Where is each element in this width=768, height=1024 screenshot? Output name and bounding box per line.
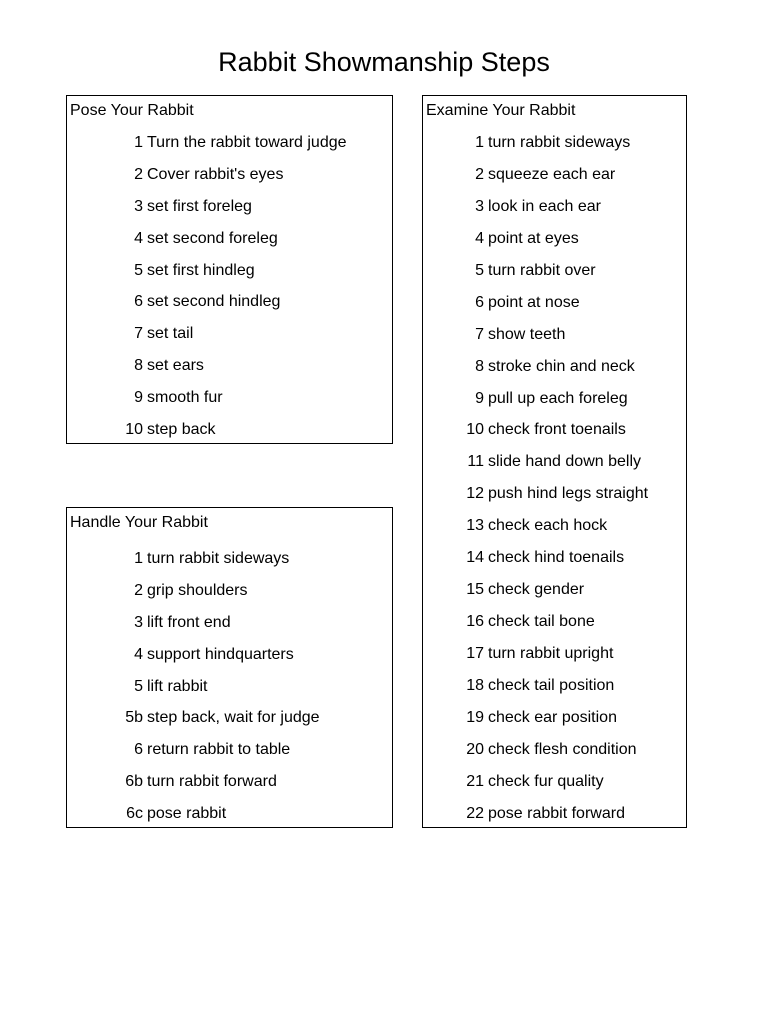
step-number: 18 xyxy=(466,676,484,694)
step-number: 6 xyxy=(134,293,143,311)
step-text: look in each ear xyxy=(488,197,601,215)
step-number: 11 xyxy=(467,453,484,471)
step-number: 3 xyxy=(134,613,143,631)
step-number: 20 xyxy=(466,740,484,758)
step-item xyxy=(67,159,392,191)
step-number: 5 xyxy=(134,261,143,279)
step-item xyxy=(423,702,686,734)
step-text: slide hand down belly xyxy=(488,453,641,471)
step-item xyxy=(67,734,392,766)
step-item xyxy=(423,638,686,670)
step-number: 15 xyxy=(466,581,484,599)
step-item xyxy=(423,542,686,574)
step-number: 1 xyxy=(134,134,143,151)
step-number: 6b xyxy=(125,773,143,791)
step-text: check flesh condition xyxy=(488,740,637,758)
step-text: step back xyxy=(147,421,216,439)
step-text: step back, wait for judge xyxy=(147,709,320,727)
step-text: show teeth xyxy=(488,325,566,343)
step-number: 8 xyxy=(475,357,484,375)
step-number: 5b xyxy=(125,709,143,727)
step-text: return rabbit to table xyxy=(147,741,291,759)
step-text: set first foreleg xyxy=(147,197,252,215)
step-number: 3 xyxy=(134,197,143,215)
step-text: turn rabbit over xyxy=(488,261,596,279)
step-number: 5 xyxy=(475,261,484,279)
step-text: set second foreleg xyxy=(147,229,278,247)
step-item xyxy=(67,318,392,350)
step-list xyxy=(423,127,686,830)
step-item xyxy=(67,255,392,287)
step-number: 4 xyxy=(134,645,143,663)
step-item xyxy=(423,606,686,638)
step-text: point at nose xyxy=(488,293,580,311)
step-text: Cover rabbit's eyes xyxy=(147,165,284,183)
step-item xyxy=(423,383,686,415)
step-number: 3 xyxy=(475,197,484,215)
step-text: check gender xyxy=(488,581,585,599)
step-number: 2 xyxy=(134,581,143,599)
step-item xyxy=(423,670,686,702)
step-number: 22 xyxy=(466,804,484,822)
step-number: 10 xyxy=(125,421,143,439)
step-number: 7 xyxy=(134,325,143,343)
step-item xyxy=(67,575,392,607)
step-text: check tail position xyxy=(488,676,615,694)
step-text: turn rabbit upright xyxy=(488,645,614,662)
step-number: 7 xyxy=(475,325,484,343)
step-item xyxy=(423,414,686,446)
page-title: Rabbit Showmanship Steps xyxy=(218,47,550,77)
step-text: grip shoulders xyxy=(147,581,248,599)
step-number: 9 xyxy=(134,389,143,407)
step-text: set first hindleg xyxy=(147,261,255,279)
step-item xyxy=(423,351,686,383)
step-number: 6 xyxy=(475,293,484,311)
step-item xyxy=(67,286,392,318)
step-list xyxy=(67,127,392,446)
step-number: 2 xyxy=(475,165,484,183)
step-item xyxy=(67,766,392,798)
step-number: 12 xyxy=(466,485,484,503)
step-number: 6 xyxy=(134,741,143,759)
step-text: check front toenails xyxy=(488,421,626,439)
step-item xyxy=(67,382,392,414)
step-number: 13 xyxy=(466,517,484,535)
step-text: push hind legs straight xyxy=(488,485,649,503)
step-number: 1 xyxy=(134,550,143,567)
step-item xyxy=(423,223,686,255)
step-text: turn rabbit sideways xyxy=(488,134,631,151)
step-text: check hind toenails xyxy=(488,549,625,567)
step-text: squeeze each ear xyxy=(488,165,616,183)
step-text: set second hindleg xyxy=(147,293,281,311)
step-item xyxy=(67,414,392,446)
step-number: 10 xyxy=(466,421,484,439)
step-number: 6c xyxy=(126,805,143,823)
step-text: check each hock xyxy=(488,517,608,535)
step-number: 9 xyxy=(475,389,484,407)
step-text: set ears xyxy=(147,357,204,375)
step-item xyxy=(423,510,686,542)
step-item xyxy=(67,798,392,830)
step-item xyxy=(423,191,686,223)
section-heading: Examine Your Rabbit xyxy=(426,102,576,119)
step-text: turn rabbit sideways xyxy=(147,550,290,567)
step-item xyxy=(67,223,392,255)
step-text: Turn the rabbit toward judge xyxy=(147,134,347,151)
examine-rabbit-section xyxy=(422,95,687,828)
step-item xyxy=(423,127,686,159)
step-number: 1 xyxy=(475,134,484,151)
step-number: 5 xyxy=(134,677,143,695)
step-text: turn rabbit forward xyxy=(147,773,277,791)
step-item xyxy=(423,478,686,510)
step-text: smooth fur xyxy=(147,389,223,407)
step-text: check fur quality xyxy=(488,772,604,790)
step-item xyxy=(67,127,392,159)
step-text: check ear position xyxy=(488,708,617,726)
step-text: pull up each foreleg xyxy=(488,389,628,407)
step-text: support hindquarters xyxy=(147,645,294,663)
pose-rabbit-section xyxy=(66,95,393,444)
step-text: set tail xyxy=(147,325,194,343)
step-text: stroke chin and neck xyxy=(488,357,635,375)
section-heading: Pose Your Rabbit xyxy=(70,102,194,119)
step-number: 14 xyxy=(466,549,484,567)
step-text: check tail bone xyxy=(488,613,595,631)
step-text: pose rabbit forward xyxy=(488,804,625,822)
step-item xyxy=(423,446,686,478)
step-number: 21 xyxy=(466,772,484,790)
step-number: 2 xyxy=(134,165,143,183)
step-item xyxy=(423,798,686,830)
step-item xyxy=(423,766,686,798)
step-item xyxy=(423,574,686,606)
step-item xyxy=(67,543,392,575)
step-number: 4 xyxy=(134,229,143,247)
step-item xyxy=(67,671,392,703)
step-text: lift front end xyxy=(147,613,231,631)
step-number: 19 xyxy=(466,708,484,726)
handle-rabbit-section xyxy=(66,507,393,828)
step-item xyxy=(67,350,392,382)
step-item xyxy=(423,287,686,319)
step-list xyxy=(67,543,392,830)
step-number: 17 xyxy=(466,645,484,662)
step-item xyxy=(67,607,392,639)
step-item xyxy=(67,639,392,671)
step-text: lift rabbit xyxy=(147,677,208,695)
step-text: pose rabbit xyxy=(147,805,227,823)
step-number: 4 xyxy=(475,229,484,247)
section-heading: Handle Your Rabbit xyxy=(70,514,208,531)
step-item xyxy=(423,159,686,191)
step-item xyxy=(67,702,392,734)
step-text: point at eyes xyxy=(488,229,579,247)
step-number: 8 xyxy=(134,357,143,375)
step-item xyxy=(67,191,392,223)
step-number: 16 xyxy=(466,613,484,631)
step-item xyxy=(423,734,686,766)
step-item xyxy=(423,319,686,351)
step-item xyxy=(423,255,686,287)
